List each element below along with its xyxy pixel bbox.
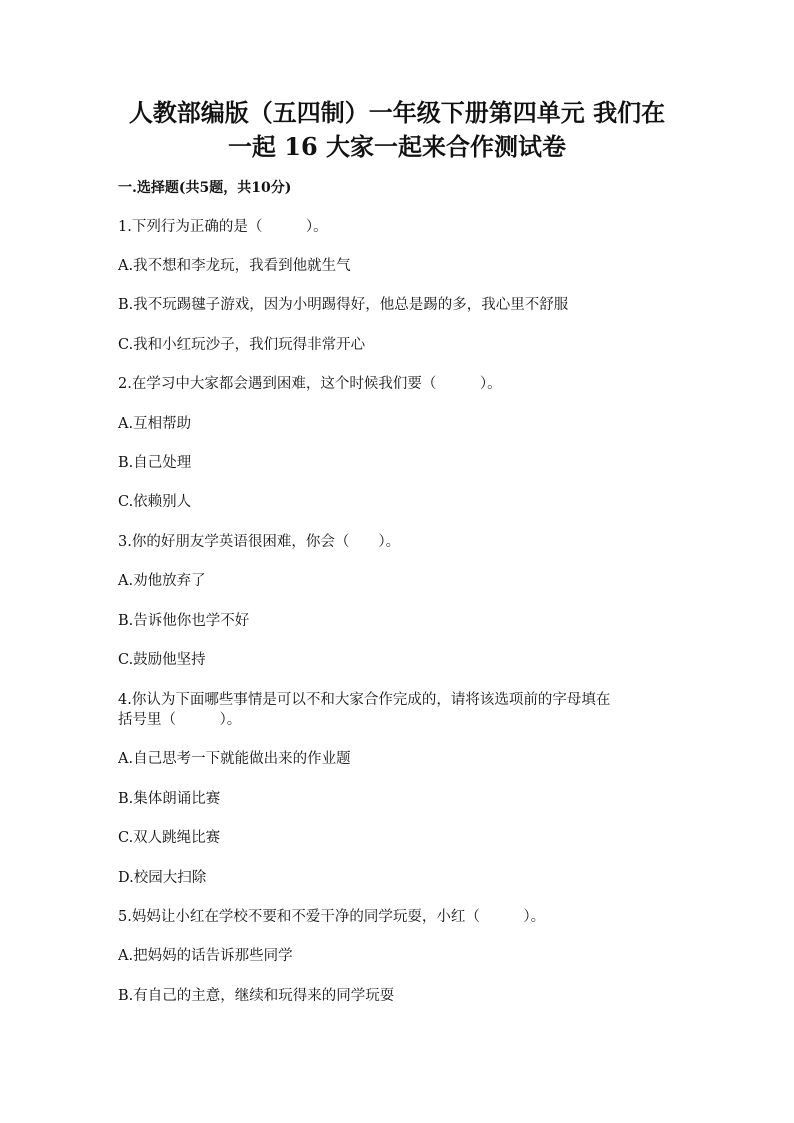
question-5-stem: 5.妈妈让小红在学校不要和不爱干净的同学玩耍，小红（ ）。 bbox=[118, 909, 546, 925]
question-3-option-c: C.鼓励他坚持 bbox=[118, 652, 206, 668]
question-4-option-a: A.自己思考一下就能做出来的作业题 bbox=[118, 751, 351, 767]
question-2-stem: 2.在学习中大家都会遇到困难，这个时候我们要（ ）。 bbox=[118, 376, 502, 392]
question-4-option-c: C.双人跳绳比赛 bbox=[118, 830, 221, 846]
question-4-option-b: B.集体朗诵比赛 bbox=[118, 791, 221, 807]
question-3-option-a: A.劝他放弃了 bbox=[118, 573, 206, 589]
question-3-stem: 3.你的好朋友学英语很困难，你会（ ）。 bbox=[118, 534, 401, 550]
question-4-stem-line-1: 4.你认为下面哪些事情是可以不和大家合作完成的，请将该选项前的字母填在 bbox=[118, 692, 611, 708]
question-5-option-b: B.有自己的主意，继续和玩得来的同学玩耍 bbox=[118, 988, 395, 1004]
question-3-option-b: B.告诉他你也学不好 bbox=[118, 613, 250, 629]
section-heading: 一.选择题(共5题，共10分) bbox=[118, 180, 292, 196]
question-5-option-a: A.把妈妈的话告诉那些同学 bbox=[118, 948, 293, 964]
question-2-option-a: A.互相帮助 bbox=[118, 416, 192, 432]
document-title-line-1: 人教部编版（五四制）一年级下册第四单元 我们在 bbox=[128, 98, 666, 127]
question-4-stem-line-2: 括号里（ ）。 bbox=[118, 712, 242, 728]
document-title-line-2: 一起 16 大家一起来合作测试卷 bbox=[227, 132, 567, 161]
question-2-option-c: C.依赖别人 bbox=[118, 494, 192, 510]
question-4-option-d: D.校园大扫除 bbox=[118, 870, 207, 886]
question-1-option-a: A.我不想和李龙玩，我看到他就生气 bbox=[118, 258, 351, 274]
question-1-option-b: B.我不玩踢毽子游戏，因为小明踢得好，他总是踢的多，我心里不舒服 bbox=[118, 297, 569, 313]
question-1-option-c: C.我和小红玩沙子，我们玩得非常开心 bbox=[118, 337, 366, 353]
question-2-option-b: B.自己处理 bbox=[118, 455, 192, 471]
question-1-stem: 1.下列行为正确的是（ ）。 bbox=[118, 219, 328, 235]
